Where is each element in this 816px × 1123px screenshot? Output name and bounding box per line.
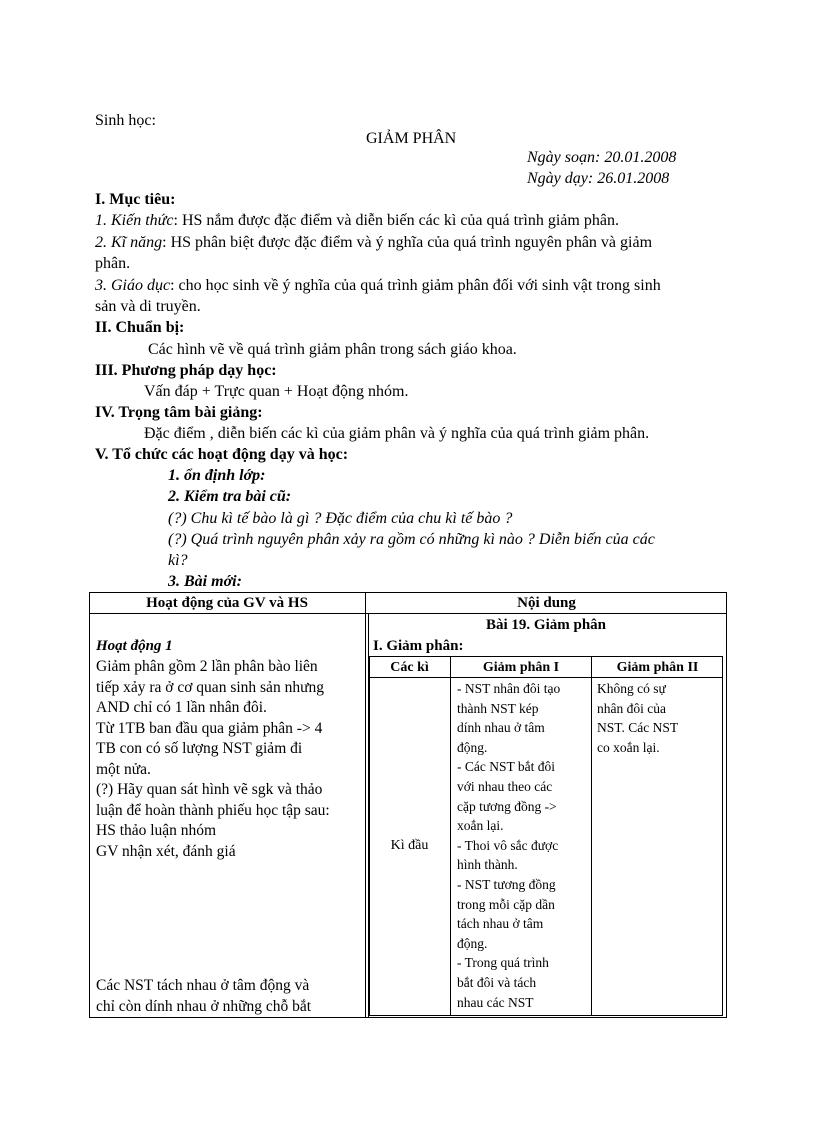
text-line: Giảm phân gồm 2 lần phân bào liên (96, 658, 318, 675)
inner-header-meiosis-2: Giảm phân II (616, 660, 699, 675)
step-stabilize: 1. ổn định lớp: (168, 467, 266, 484)
text-line: thành NST kép (457, 700, 539, 716)
inner-divider-2 (591, 656, 592, 1016)
objective-education (95, 275, 661, 296)
text-line: NST. Các NST (597, 720, 679, 736)
text-line: Từ 1TB ban đầu qua giảm phân -> 4 (96, 719, 323, 737)
text-line: GV nhận xét, đánh giá (96, 842, 236, 860)
document-title: GIẢM PHÂN (366, 130, 457, 147)
education-text: : cho học sinh về ý nghĩa của quá trình giảm phân đối với sinh vật trong sinh (170, 277, 661, 294)
text-line: - Các NST bắt đôi (457, 759, 555, 775)
text-line: Các NST tách nhau ở tâm động và (96, 977, 310, 994)
step-review: 2. Kiểm tra bài cũ: (168, 488, 292, 505)
text-line: HS thảo luận nhóm (96, 822, 217, 839)
text-line: - NST tương đồng (457, 876, 556, 892)
table-header-activities: Hoạt động của GV và HS (146, 595, 308, 611)
review-question-2-cont: kì? (168, 552, 188, 569)
education-label: 3. Giáo dục (95, 277, 171, 294)
inner-header-meiosis-1: Giảm phân I (482, 660, 560, 675)
text-line: TB con có số lượng NST giảm đi (96, 740, 303, 757)
section-title: I. Giảm phân: (373, 638, 464, 654)
text-line: - NST nhân đôi tạo (457, 681, 561, 696)
meiosis-2-prophase-text (597, 679, 678, 757)
objective-skill-cont: phân. (95, 255, 131, 272)
objective-skill (95, 232, 652, 253)
text-line: bắt đôi và tách (457, 974, 537, 990)
text-line: Không có sự (597, 681, 666, 696)
methods-heading: III. Phương pháp dạy học: (95, 362, 277, 379)
activity-label: Hoạt động 1 (96, 638, 173, 654)
skill-text: : HS phân biệt được đặc điểm và ý nghĩa của quá trình nguyên phân và giảm (162, 234, 653, 251)
text-line: dính nhau ở tâm (457, 720, 545, 736)
text-line: động. (457, 935, 488, 951)
text-line: động. (457, 739, 488, 755)
text-line: chỉ còn dính nhau ở những chỗ bắt (96, 998, 312, 1015)
text-line: luận để hoàn thành phiếu học tập sau: (96, 801, 330, 819)
focus-heading: IV. Trọng tâm bài giảng: (95, 404, 263, 421)
meiosis-1-prophase-text (457, 679, 560, 1012)
table-column-divider (365, 592, 366, 1018)
text-line: xoắn lại. (457, 818, 504, 834)
knowledge-label: 1. Kiến thức (95, 212, 174, 229)
review-question-2: (?) Quá trình nguyên phân xảy ra gồm có những kì nào ? Diễn biến của các (168, 531, 655, 548)
text-line: cặp tương đồng -> (457, 798, 557, 814)
activity-description (96, 657, 330, 862)
text-line: tách nhau ở tâm (457, 916, 544, 932)
preparation-heading: II. Chuẩn bị: (95, 319, 185, 336)
step-new-lesson: 3. Bài mới: (168, 573, 242, 590)
objective-education-cont: sản và di truyền. (95, 298, 201, 315)
skill-label: 2. Kĩ năng (95, 234, 163, 251)
text-line: nhân đôi của (597, 700, 666, 716)
lesson-title: Bài 19. Giảm phân (485, 617, 607, 633)
focus-text: Đặc điểm , diễn biến các kì của giảm phân và ý nghĩa của quá trình giảm phân. (144, 425, 650, 442)
text-line: với nhau theo các (457, 778, 553, 794)
text-line: nhau các NST (457, 994, 534, 1010)
date-taught: Ngày dạy: 26.01.2008 (527, 170, 670, 187)
text-line: tiếp xảy ra ở cơ quan sinh sản nhưng (96, 678, 324, 696)
text-line: trong mỗi cặp dần (457, 896, 555, 912)
objective-knowledge (95, 210, 619, 231)
knowledge-text: : HS nắm được đặc điểm và diễn biến các kì của quá trình giảm phân. (173, 212, 619, 229)
review-question-1: (?) Chu kì tế bào là gì ? Đặc điểm của chu kì tế bào ? (168, 510, 513, 527)
preparation-text: Các hình vẽ về quá trình giảm phân trong sách giáo khoa. (148, 341, 517, 358)
text-line: - Thoi vô sắc được (457, 837, 559, 853)
organization-heading (95, 444, 348, 465)
text-line: một nửa. (96, 760, 151, 778)
organization-heading-text: V. Tổ chức các hoạt động dạy và học: (95, 446, 349, 463)
date-prepared: Ngày soạn: 20.01.2008 (527, 149, 677, 166)
objectives-heading: I. Mục tiêu: (95, 191, 176, 208)
text-line: co xoắn lại. (597, 739, 660, 755)
text-line: hình thành. (457, 857, 518, 873)
inner-header-phase: Các kì (390, 660, 429, 675)
table-header-content: Nội dung (517, 595, 576, 611)
text-line: (?) Hãy quan sát hình vẽ sgk và thảo (96, 781, 323, 798)
subject-label: Sinh học: (95, 112, 156, 129)
text-line: AND chỉ có 1 lần nhân đôi. (96, 699, 267, 716)
activity-description-bottom (96, 975, 311, 1017)
text-line: - Trong quá trình (457, 955, 549, 971)
methods-text: Vấn đáp + Trực quan + Hoạt động nhóm. (144, 383, 409, 400)
inner-divider-1 (450, 656, 451, 1016)
inner-row-label-prophase: Kì đầu (390, 838, 429, 853)
